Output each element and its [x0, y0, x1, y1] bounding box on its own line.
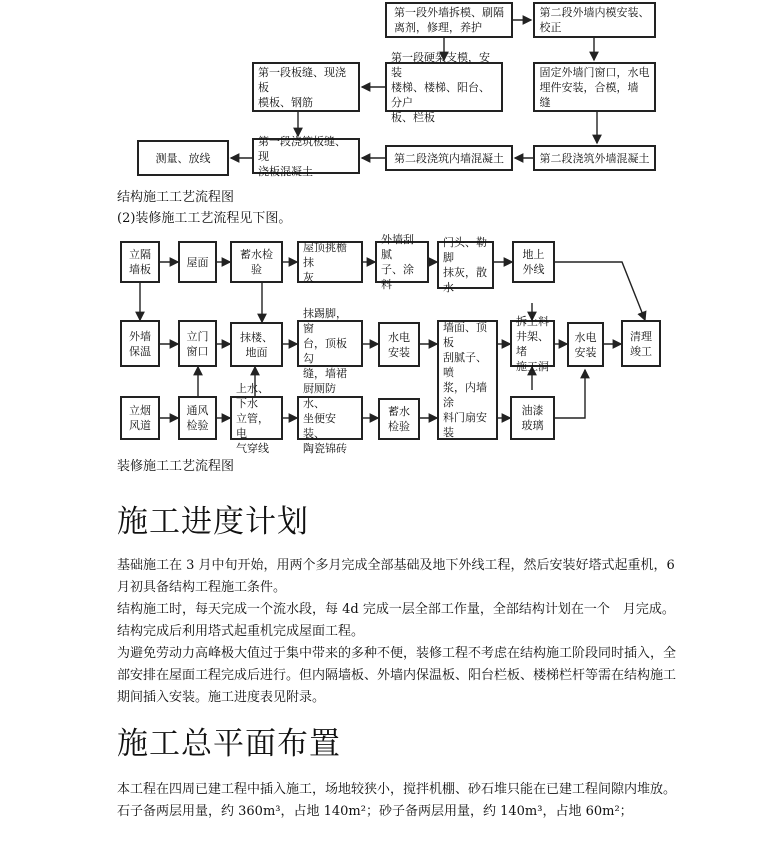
- flow-node: 第二段外墙内模安装、 校正: [533, 2, 656, 38]
- flow-node: 屋面: [178, 241, 217, 283]
- flow-node: 蓄水 检验: [378, 398, 420, 440]
- flow-node: 厨厕防水、 坐便安装、 陶瓷锦砖: [297, 396, 363, 440]
- paragraph: 结构施工时，每天完成一个流水段，每 4d 完成一层全部工作量，全部结构计划在一个 月完成。结构完成后利用塔式起重机完成屋面工程。: [117, 602, 675, 639]
- flow-node: 固定外墙门窗口，水电 埋件安装，合模，墙 缝: [533, 62, 656, 112]
- flow-node: 外墙 保温: [120, 320, 160, 367]
- paragraph: 基础施工在 3 月中旬开始，用两个多月完成全部基础及地下外线工程，然后安装好塔式起重机，6 月初具备结构工程施工条件。: [117, 558, 675, 595]
- flow-node: 墙面、顶板 刮腻子、喷 浆，内墙涂 料门扇安装: [437, 320, 498, 440]
- flow-node: 地上 外线: [512, 241, 555, 283]
- flow-node: 外墙刮腻 子、涂料: [375, 241, 429, 283]
- flow-node: 抹楼、地面: [230, 322, 283, 367]
- flow-node: 油漆 玻璃: [510, 396, 555, 440]
- flow-node: 水电 安装: [567, 322, 604, 367]
- flow-node: 第二段浇筑内墙混凝土: [385, 145, 513, 171]
- flow-node: 门头、勒脚 抹灰，散 水: [437, 241, 494, 289]
- flow-node: 清理 竣工: [621, 320, 661, 367]
- flow-node: 屋顶挑檐抹 灰: [297, 241, 363, 283]
- flow2-caption: 装修施工工艺流程图: [117, 459, 235, 474]
- flow-node: 拆上料 井架、堵 施工洞: [510, 320, 555, 367]
- flow-node: 第一段硬架支模，安装 楼梯、楼梯、阳台、分户 板、栏板: [385, 62, 503, 112]
- flow-node: 上水、下水 立管，电 气穿线: [230, 396, 283, 440]
- flow-node: 第一段浇筑板缝、现 浇板混凝土: [252, 138, 360, 174]
- flow-node: 通风 检验: [178, 396, 217, 440]
- flow-node: 测量、放线: [137, 140, 229, 176]
- section-heading: 施工总平面布置: [117, 726, 341, 762]
- flow-node: 第二段浇筑外墙混凝土: [533, 145, 656, 171]
- paragraph: 本工程在四周已建工程中插入施工，场地较狭小，搅拌机棚、砂石堆只能在已建工程间隙内堆放。石子备两层用量，约 360m³，占地 140m²；砂子备两层用量，约 140m³，占地 60m²；: [117, 782, 677, 819]
- flow-node: 立门 窗口: [178, 320, 217, 367]
- flow-node: 第一段外墙拆模、刷隔 离剂，修理，养护: [385, 2, 513, 38]
- flow-node: 立烟 风道: [120, 396, 160, 440]
- flow-node: 抹踢脚，窗 台，顶板勾 缝，墙裙: [297, 320, 363, 367]
- flow1-caption: 结构施工工艺流程图: [117, 190, 235, 205]
- flow-node: 水电 安装: [378, 322, 420, 367]
- intro-line: (2)装修施工工艺流程见下图。: [117, 211, 292, 226]
- flow-node: 立隔 墙板: [120, 241, 160, 283]
- flow-node: 蓄水检验: [230, 241, 283, 283]
- paragraph: 为避免劳动力高峰极大值过于集中带来的多种不便，装修工程不考虑在结构施工阶段同时插入，全部安排在屋面工程完成后进行。但内隔墙板、外墙内保温板、阳台栏板、楼梯栏杆等需在结构施工期间插入安装。施工进度表见附录。: [117, 646, 677, 705]
- flow-node: 第一段板缝、现浇板 模板、钢筋: [252, 62, 360, 112]
- section-heading: 施工进度计划: [117, 504, 309, 540]
